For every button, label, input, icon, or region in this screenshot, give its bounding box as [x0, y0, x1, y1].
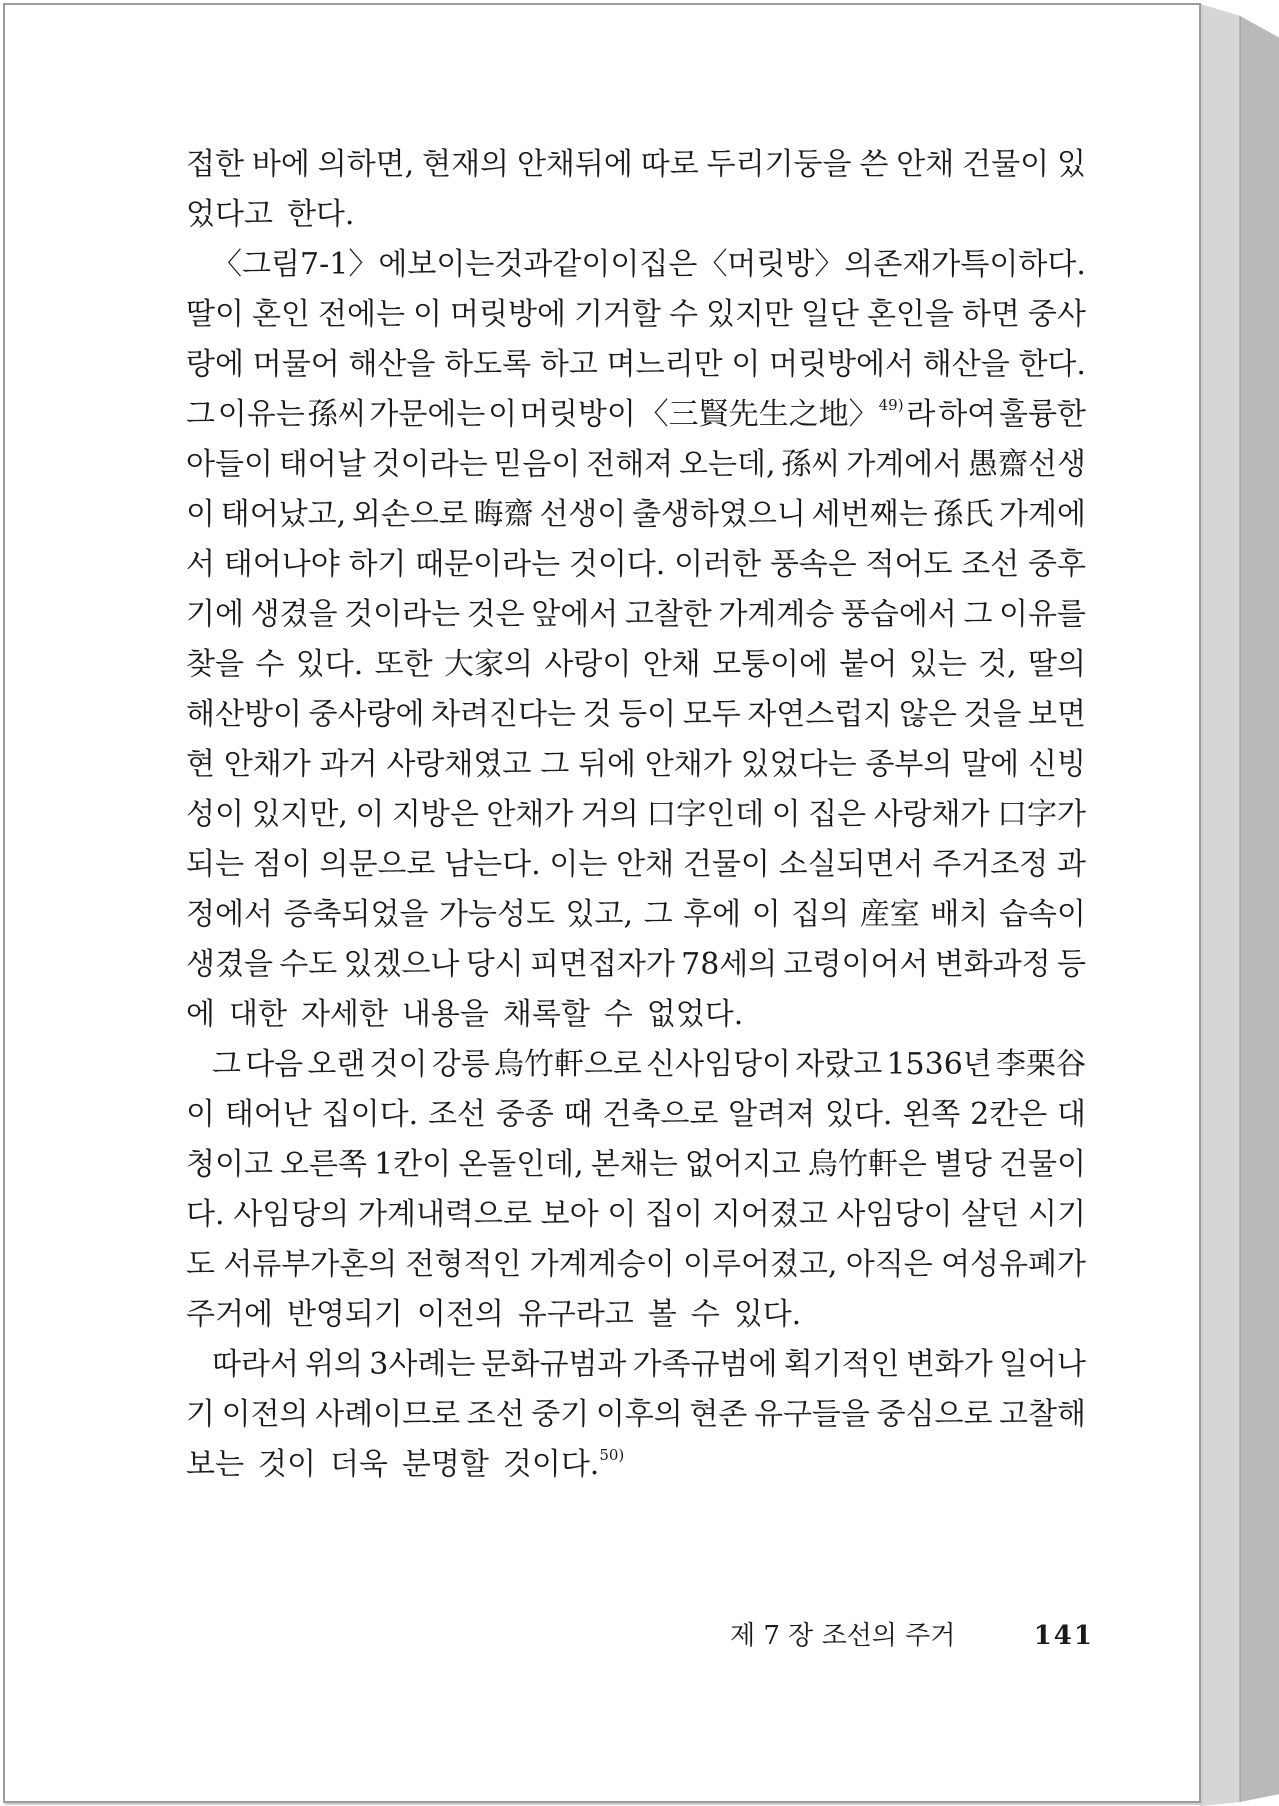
text-line: [186, 1090, 1086, 1140]
word: 것과: [494, 247, 553, 282]
word: 보는: [186, 1447, 244, 1482]
word: 사랑채였고: [386, 747, 532, 782]
word: 혼인을: [866, 297, 954, 332]
word: 기거할: [573, 297, 661, 332]
word: 안채: [642, 647, 701, 682]
word: 조선: [961, 547, 1020, 582]
word: 본채는: [590, 1147, 678, 1182]
word: 〈그림: [212, 247, 300, 282]
word: 일어나: [998, 1347, 1086, 1382]
word: 등: [1056, 947, 1086, 982]
word: 혼인: [252, 297, 310, 332]
word: 없어지고: [684, 1147, 801, 1182]
word: 있지만,: [251, 797, 348, 832]
word: 口字인데: [646, 797, 765, 832]
word: 말에: [961, 747, 1020, 782]
word: 수도: [279, 947, 338, 982]
word: 전해져: [586, 447, 674, 482]
text-line: [186, 1440, 1086, 1490]
word: 거의: [580, 797, 639, 832]
word: 조선: [466, 1397, 525, 1432]
word: 없었다.: [646, 997, 744, 1032]
word: 반영되기: [286, 1297, 403, 1332]
word: 피면접자가: [529, 947, 675, 982]
word: 현재의: [422, 147, 510, 182]
word: 李栗谷: [995, 1047, 1086, 1082]
word: 가능성도: [439, 897, 555, 932]
word: 사랑이: [544, 647, 632, 682]
word: 자연스럽지: [747, 697, 893, 732]
word: 모두: [682, 697, 741, 732]
word: 愚齋선생: [968, 447, 1086, 482]
word: 있겠으나: [343, 947, 460, 982]
text-line: [186, 890, 1086, 940]
word: 획기적인: [783, 1347, 900, 1382]
page-footer: [730, 1615, 1094, 1652]
word: 머릿방에: [450, 297, 566, 332]
word: 온돌인데,: [458, 1147, 584, 1182]
word: 사임당의: [233, 1197, 350, 1232]
word: 한다.: [1018, 347, 1086, 382]
word: 소실되면서: [778, 847, 924, 882]
word: 두리기둥을: [706, 147, 852, 182]
word: 주거에: [186, 1297, 273, 1332]
word: 해산방이: [186, 697, 302, 732]
word: 〈머릿방〉의: [697, 247, 874, 282]
word: 전에는: [318, 297, 405, 332]
word: 세번째는: [811, 497, 928, 532]
text-line: [186, 1140, 1086, 1190]
word: 해산을: [922, 347, 1010, 382]
word: 변화과정: [934, 947, 1051, 982]
word: 강릉: [431, 1047, 490, 1082]
word: 있고,: [565, 897, 634, 932]
text-line: [186, 440, 1086, 490]
word: 아직은: [845, 1247, 933, 1282]
word: 위의: [305, 1347, 364, 1382]
word: 그: [186, 397, 215, 432]
word: 하여: [938, 397, 997, 432]
word: 안채뒤에: [516, 147, 633, 182]
word: 특이하다.: [960, 247, 1086, 282]
text-line: [186, 840, 1086, 890]
word: 왼쪽: [902, 1097, 961, 1132]
word: 중종: [495, 1097, 554, 1132]
word: 태어났고,: [220, 497, 347, 532]
word: 것이라는: [371, 447, 488, 482]
word: 것이: [257, 1447, 316, 1482]
text-line: [186, 990, 1086, 1040]
word: 정에서: [186, 897, 273, 932]
word: 같이: [552, 247, 611, 282]
chapter-title: 제 7 장 조선의 주거: [730, 1621, 956, 1651]
word: 아들이: [186, 447, 273, 482]
word: 문화규범과: [481, 1347, 627, 1382]
word: 선생이: [539, 497, 627, 532]
word: 78세의: [681, 947, 778, 982]
page-number: 141: [1033, 1621, 1094, 1651]
word: 口字가: [997, 797, 1086, 832]
word: 종부의: [865, 747, 953, 782]
word: 고찰해: [999, 1397, 1086, 1432]
word: 따로: [640, 147, 699, 182]
word: 건물이: [682, 847, 770, 882]
word: 사랑채가: [873, 797, 990, 832]
text-line: [186, 740, 1086, 790]
footnote-ref: 49): [878, 396, 904, 414]
word: 이: [731, 347, 761, 382]
word: 의문으로: [319, 847, 436, 882]
text-line: [186, 540, 1086, 590]
word: 産室: [859, 897, 920, 932]
word: 의하면,: [317, 147, 415, 182]
word: 것이다.$^{50)}$: [502, 1446, 625, 1482]
word: 사례이므로: [315, 1397, 461, 1432]
word: 이전의: [221, 1397, 309, 1432]
word: 않은: [898, 697, 957, 732]
word: 중사: [1027, 297, 1086, 332]
word: 가계내력으로: [357, 1197, 532, 1232]
word: 유구라고: [517, 1297, 634, 1332]
word: 적어도: [865, 547, 953, 582]
word: 딸이: [186, 297, 244, 332]
text-line: [186, 140, 1086, 190]
text-line: [186, 1240, 1086, 1290]
word: 내용을: [401, 997, 489, 1032]
word: 풍속은: [769, 547, 857, 582]
word: 더욱: [329, 1447, 388, 1482]
word: 며느리만: [606, 347, 723, 382]
word: 수: [603, 997, 633, 1032]
word: 孫씨: [781, 447, 841, 482]
word: 뒤에: [578, 747, 636, 782]
word: 알려져: [728, 1097, 816, 1132]
word: 이유는: [217, 397, 305, 432]
word: 것: [582, 697, 612, 732]
word: 있지만: [705, 297, 793, 332]
word: 烏竹軒은: [807, 1147, 927, 1182]
text-line: [186, 940, 1086, 990]
word: 있는: [908, 647, 967, 682]
word: 그: [963, 597, 993, 632]
word: 것,: [978, 647, 1017, 682]
word: 오는데,: [679, 447, 776, 482]
word: 점이: [252, 847, 311, 882]
word: 가계계승: [718, 597, 835, 632]
word: 孫氏: [933, 497, 994, 532]
word: 하고: [539, 347, 598, 382]
word: 조선: [427, 1097, 486, 1132]
footnote-ref: 50): [599, 1446, 625, 1464]
word: 해산을: [348, 347, 436, 382]
word: 것이다.: [568, 547, 666, 582]
word: 생겼을: [250, 597, 338, 632]
word: 중후: [1027, 547, 1086, 582]
word: 晦齋: [473, 497, 534, 532]
word: 출생하였으니: [632, 497, 806, 532]
word: 여성유폐가: [941, 1247, 1086, 1282]
word: 안채: [896, 147, 955, 182]
word: 보이는: [407, 247, 495, 282]
text-line: [186, 590, 1086, 640]
word: 것이라는: [344, 597, 461, 632]
word: 머릿방이: [519, 397, 636, 432]
word: 있다.: [824, 1097, 893, 1132]
word: 딸의: [1028, 647, 1086, 682]
word: 모퉁이에: [712, 647, 828, 682]
word: 라: [906, 397, 936, 432]
word: 배치: [930, 897, 989, 932]
word: 집이다.: [321, 1097, 419, 1132]
word: 또한: [374, 647, 433, 682]
word: 지어졌고: [711, 1197, 828, 1232]
word: 에: [186, 997, 215, 1032]
word: 때문이라는: [415, 547, 561, 582]
word: 과거: [319, 747, 378, 782]
word: 태어날: [278, 447, 366, 482]
word: 전형적인: [405, 1247, 522, 1282]
word: 신빙: [1028, 747, 1086, 782]
word: 머물어: [252, 347, 340, 382]
word: 있었다는: [740, 747, 857, 782]
word: 중심으로: [876, 1397, 993, 1432]
word: 쓴: [859, 147, 889, 182]
text-line: [186, 1290, 1086, 1340]
word: 집은: [808, 797, 867, 832]
word: 후에: [683, 897, 742, 932]
word: 건물이: [962, 147, 1050, 182]
word: 랑에: [186, 347, 244, 382]
book-page-edge: [1200, 4, 1279, 1806]
word: 당시: [465, 947, 524, 982]
word: 찾을: [186, 647, 244, 682]
word: 훌륭한: [998, 397, 1086, 432]
word: 성이: [186, 797, 244, 832]
word: 분명할: [401, 1447, 489, 1482]
word: 었다고: [186, 197, 273, 232]
word: 가계에: [999, 497, 1086, 532]
word: 고찰한: [624, 597, 712, 632]
word: 외손으로: [351, 497, 468, 532]
word: 있: [1056, 147, 1086, 182]
word: 중사랑에: [308, 697, 425, 732]
word: 증축되었을: [283, 897, 429, 932]
word: 주거조정: [932, 847, 1049, 882]
word: 집이: [645, 1197, 704, 1232]
word: 이후의: [595, 1397, 683, 1432]
word: 있다.: [733, 1297, 802, 1332]
word: 시기: [1027, 1197, 1086, 1232]
text-line: [186, 190, 1086, 240]
word: 이: [186, 497, 215, 532]
text-line: [186, 240, 1086, 290]
word: 채록할: [502, 997, 590, 1032]
word: 가계계승이: [529, 1247, 675, 1282]
word: 서류부가혼의: [223, 1247, 398, 1282]
word: 대: [1057, 1097, 1086, 1132]
word: 사임당이: [836, 1197, 953, 1232]
word: 머릿방에서: [769, 347, 914, 382]
word: 자세한: [300, 997, 388, 1032]
word: 오랜: [307, 1047, 366, 1082]
word: 남는다.: [444, 847, 541, 882]
text-line: [186, 690, 1086, 740]
word: 하면: [961, 297, 1020, 332]
word: 것을: [963, 697, 1022, 732]
word: 앞에서: [531, 597, 619, 632]
word: 존재가: [873, 247, 961, 282]
word: 살던: [961, 1197, 1020, 1232]
text-line: [186, 1190, 1086, 1240]
word: 2칸은: [970, 1097, 1048, 1132]
word: 볼: [647, 1297, 677, 1332]
word: 기에: [186, 597, 244, 632]
word: 신사임당이: [646, 1047, 792, 1082]
text-line: [186, 1390, 1086, 1440]
word: 3사례는: [369, 1347, 476, 1382]
word: 청이고: [186, 1147, 273, 1182]
word: 생겼을: [186, 947, 273, 982]
word: 수: [668, 297, 698, 332]
word: 수: [690, 1297, 720, 1332]
word: 보아: [540, 1197, 599, 1232]
word: 도: [186, 1247, 215, 1282]
word: 자랐고: [795, 1047, 883, 1082]
word: 수: [255, 647, 285, 682]
word: 안채: [616, 847, 675, 882]
word: 다음: [245, 1047, 304, 1082]
word: 가족규범에: [632, 1347, 778, 1382]
word: 그: [540, 747, 570, 782]
body-text: [186, 140, 1086, 1490]
word: 그: [212, 1047, 241, 1082]
word: 기: [186, 1397, 215, 1432]
word: 서: [186, 547, 215, 582]
word: 그: [643, 897, 673, 932]
text-line: [186, 1040, 1086, 1090]
word: 습속이: [998, 897, 1086, 932]
word: 大家의: [443, 647, 533, 682]
word: 이러한: [674, 547, 762, 582]
word: 중기: [531, 1397, 590, 1432]
word: 오른쪽: [280, 1147, 367, 1182]
word: 되는: [186, 847, 244, 882]
word: 별당: [933, 1147, 992, 1182]
word: 안채가: [486, 797, 574, 832]
word: 孫씨: [307, 397, 367, 432]
word: 변화가: [905, 1347, 993, 1382]
word: 일단: [800, 297, 859, 332]
word: 태어난: [224, 1097, 312, 1132]
word: 1칸이: [374, 1147, 452, 1182]
word: 있다.: [295, 647, 364, 682]
word: 한다.: [286, 197, 355, 232]
word: 이: [186, 1097, 215, 1132]
word: 지방은: [391, 797, 479, 832]
word: 이: [610, 247, 640, 282]
word: 이유를: [999, 597, 1086, 632]
word: 따라서: [212, 1347, 299, 1382]
text-line: [186, 790, 1086, 840]
word: 가문에는: [369, 397, 486, 432]
word: 다.: [186, 1197, 225, 1232]
text-line: [186, 290, 1086, 340]
word: 집의: [791, 897, 850, 932]
word: 것은: [466, 597, 525, 632]
word: 하도록: [444, 347, 532, 382]
word: 烏竹軒으로: [493, 1047, 642, 1082]
word: 하기: [348, 547, 407, 582]
word: 현: [186, 747, 215, 782]
word: 〈三賢先生之地〉$^{49)}$: [638, 396, 904, 432]
text-line: [186, 640, 1086, 690]
text-line: [186, 1340, 1086, 1390]
word: 고령이어서: [783, 947, 929, 982]
word: 등이: [618, 697, 677, 732]
word: 안채가: [223, 747, 311, 782]
word: 이: [607, 1197, 637, 1232]
word: 집은: [639, 247, 698, 282]
word: 붙어: [839, 647, 898, 682]
word: 건축으로: [602, 1097, 719, 1132]
word: 가계에서: [846, 447, 963, 482]
word: 이전의: [416, 1297, 504, 1332]
word: 안채가: [644, 747, 732, 782]
word: 바에: [251, 147, 310, 182]
word: 유구들을: [753, 1397, 870, 1432]
word: 보면: [1028, 697, 1086, 732]
word: 이는: [549, 847, 608, 882]
word: 건물이: [999, 1147, 1086, 1182]
word: 이: [412, 297, 442, 332]
text-line: [186, 390, 1086, 440]
word: 차려진다는: [431, 697, 576, 732]
text-line: [186, 490, 1086, 540]
word: 1536년: [886, 1047, 992, 1082]
text-line: [186, 340, 1086, 390]
word: 과: [1056, 847, 1086, 882]
word: 7-1〉에: [300, 247, 408, 282]
word: 이: [771, 797, 801, 832]
word: 것이: [369, 1047, 428, 1082]
word: 대한: [228, 997, 287, 1032]
word: 이루어졌고,: [683, 1247, 838, 1282]
word: 현존: [689, 1397, 748, 1432]
word: 믿음이: [493, 447, 581, 482]
word: 이: [488, 397, 518, 432]
word: 때: [563, 1097, 593, 1132]
word: 이: [751, 897, 781, 932]
word: 태어나야: [223, 547, 340, 582]
word: 풍습에서: [840, 597, 957, 632]
word: 이: [355, 797, 385, 832]
word: 접한: [186, 147, 244, 182]
